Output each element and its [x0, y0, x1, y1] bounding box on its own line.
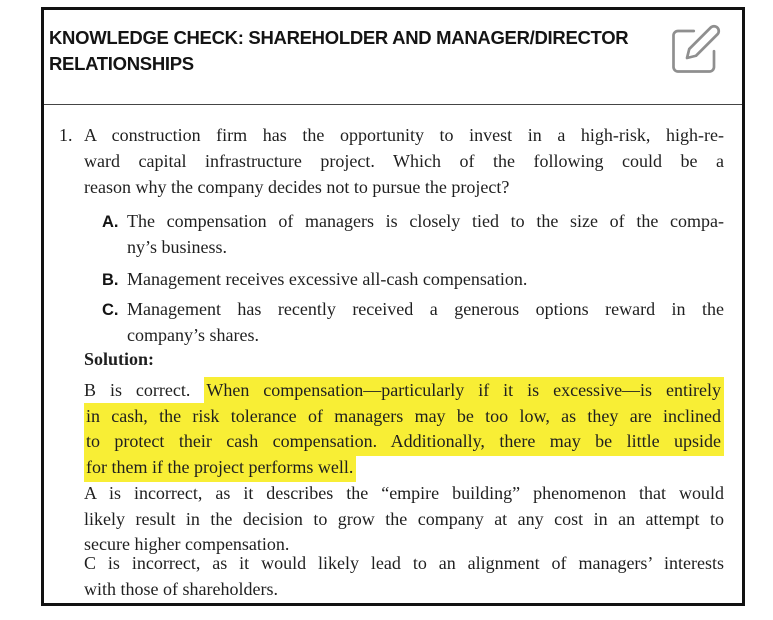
explanation-c-text: C is incorrect, as it would likely lead to an alignment of managers’ interests with those of shareholders.: [84, 553, 724, 599]
knowledge-check-header: [44, 10, 742, 105]
knowledge-check-box: [41, 7, 745, 606]
option-c-text: Management has recently received a generous options reward in the company’s shares.: [127, 299, 724, 345]
question-text: A construction firm has the opportunity to invest in a high-risk, high-re- ward capital infrastructure project. Which of the following could be a reason why the company decides not to pursue the project?: [84, 125, 724, 197]
question-number: 1.: [59, 125, 73, 145]
option-a-letter: A.: [102, 213, 119, 231]
option-b-text: Management receives excessive all-cash compensation.: [127, 269, 528, 289]
solution-text-highlighted: B is correct. When compensation—particularly if it is excessive—is entirely in cash, the risk tolerance of managers may be too low, as they are inclined to protect their cash compensation. Additionally, there may be little upside for them if the project performs well.: [84, 378, 724, 480]
edit-compose-icon: [669, 21, 723, 77]
option-b-letter: B.: [102, 271, 119, 289]
option-a-text: The compensation of managers is closely tied to the size of the compa- ny’s business.: [127, 211, 724, 257]
page-title-line-1: KNOWLEDGE CHECK: SHAREHOLDER AND MANAGER/DIRECTOR: [49, 27, 629, 48]
explanation-a-text: A is incorrect, as it describes the “empire building” phenomenon that would likely result in the decision to grow the company at any cost in an attempt to secure higher compensation.: [84, 483, 724, 554]
solution-label: Solution:: [84, 349, 155, 369]
page-title-line-2: RELATIONSHIPS: [49, 53, 194, 74]
page-title: [49, 25, 628, 77]
option-c-letter: C.: [102, 301, 119, 319]
